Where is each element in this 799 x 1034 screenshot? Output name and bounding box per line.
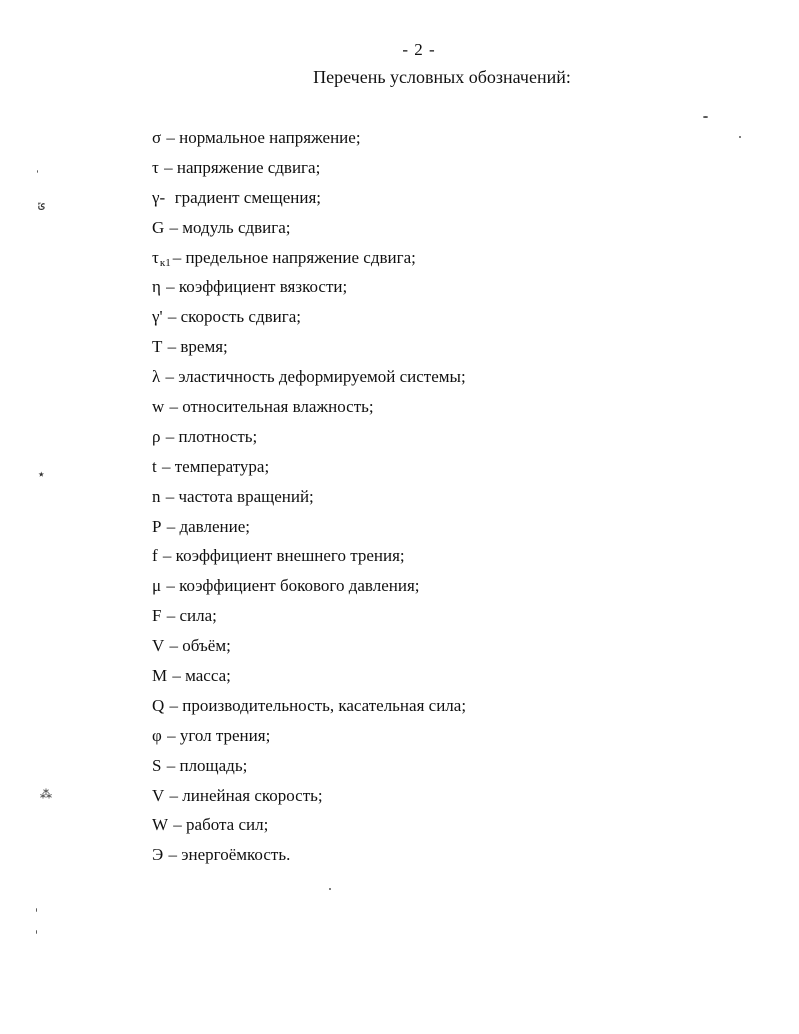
symbol: μ	[152, 576, 162, 596]
symbol: n	[152, 486, 161, 506]
definition: – частота вращений;	[165, 486, 314, 506]
list-item	[152, 302, 466, 332]
definition: – относительная влажность;	[169, 397, 374, 417]
symbol: F	[152, 606, 162, 626]
definition: – объём;	[169, 636, 231, 656]
symbol: W	[152, 815, 169, 835]
list-item	[152, 123, 466, 153]
list-item	[152, 422, 466, 452]
definition: – модуль сдвига;	[169, 217, 291, 237]
list-item	[152, 721, 466, 751]
list-item	[152, 362, 466, 392]
definition: – предельное напряжение сдвига;	[172, 247, 416, 267]
list-item	[152, 840, 466, 870]
list-item	[152, 272, 466, 302]
symbol: M	[152, 666, 168, 686]
definition: – нормальное напряжение;	[166, 128, 361, 147]
definition: – эластичность деформируемой системы;	[165, 367, 466, 387]
scan-speck-dot	[36, 908, 37, 912]
symbol: φ	[152, 725, 162, 745]
definition: – работа сил;	[173, 815, 269, 835]
definition: – энергоёмкость.	[168, 845, 291, 865]
definition: – скорость сдвига;	[167, 307, 301, 327]
definition: – угол трения;	[167, 725, 271, 745]
symbol-subscript: к1	[159, 256, 171, 269]
scan-speck-mark: ٭	[38, 467, 45, 481]
definition: градиент смещения;	[174, 187, 321, 207]
scan-speck-mark: ݶ	[38, 197, 46, 211]
definition: – коэффициент внешнего трения;	[162, 546, 405, 566]
page-title: Перечень условных обозначений:	[313, 67, 571, 87]
scan-speck-dot	[703, 116, 708, 118]
symbol: τ	[152, 247, 159, 267]
definition: – коэффициент вязкости;	[166, 277, 348, 297]
definition: – сила;	[166, 606, 217, 626]
list-item	[152, 631, 466, 661]
definition: – производительность, касательная сила;	[169, 695, 467, 715]
definition: – температура;	[161, 456, 270, 476]
symbol: Э	[152, 845, 164, 865]
list-item	[152, 213, 466, 243]
definition: – напряжение сдвига;	[164, 157, 321, 177]
symbol: ρ	[152, 426, 161, 446]
symbol-list	[152, 123, 466, 870]
list-item	[152, 571, 466, 601]
list-item	[152, 452, 466, 482]
list-item	[152, 781, 466, 811]
definition: – линейная скорость;	[169, 785, 323, 805]
symbol: λ	[152, 367, 161, 387]
symbol: S	[152, 755, 162, 775]
symbol: Q	[152, 695, 165, 715]
scan-speck-dot	[329, 888, 331, 890]
symbol: τ	[152, 157, 159, 177]
list-item	[152, 153, 466, 183]
symbol: P	[152, 516, 162, 536]
list-item	[152, 512, 466, 542]
definition: – время;	[167, 337, 228, 357]
page-number: - 2 -	[402, 40, 436, 59]
list-item	[152, 661, 466, 691]
definition: – масса;	[172, 666, 231, 686]
scan-speck-dot	[37, 170, 38, 173]
symbol: V	[152, 636, 165, 656]
symbol: w	[152, 397, 165, 417]
scan-speck-dot	[739, 136, 741, 138]
list-item	[152, 482, 466, 512]
definition: – площадь;	[166, 755, 248, 775]
symbol: V	[152, 785, 165, 805]
scan-speck-dot	[36, 930, 37, 934]
list-item	[152, 243, 466, 273]
symbol: G	[152, 217, 165, 237]
list-item	[152, 332, 466, 362]
list-item	[152, 183, 466, 213]
symbol: σ	[152, 128, 162, 147]
symbol: f	[152, 546, 158, 566]
list-item	[152, 810, 466, 840]
list-item	[152, 751, 466, 781]
list-item	[152, 601, 466, 631]
symbol: T	[152, 337, 163, 357]
definition: – давление;	[166, 516, 250, 536]
scan-speck-mark: ⁂	[40, 787, 52, 801]
definition: – коэффициент бокового давления;	[166, 576, 420, 596]
list-item	[152, 541, 466, 571]
list-item	[152, 392, 466, 422]
symbol: t	[152, 456, 157, 476]
symbol: γ-	[152, 187, 166, 207]
symbol: γ'	[152, 307, 163, 327]
list-item	[152, 691, 466, 721]
definition: – плотность;	[165, 426, 258, 446]
symbol: η	[152, 277, 161, 297]
